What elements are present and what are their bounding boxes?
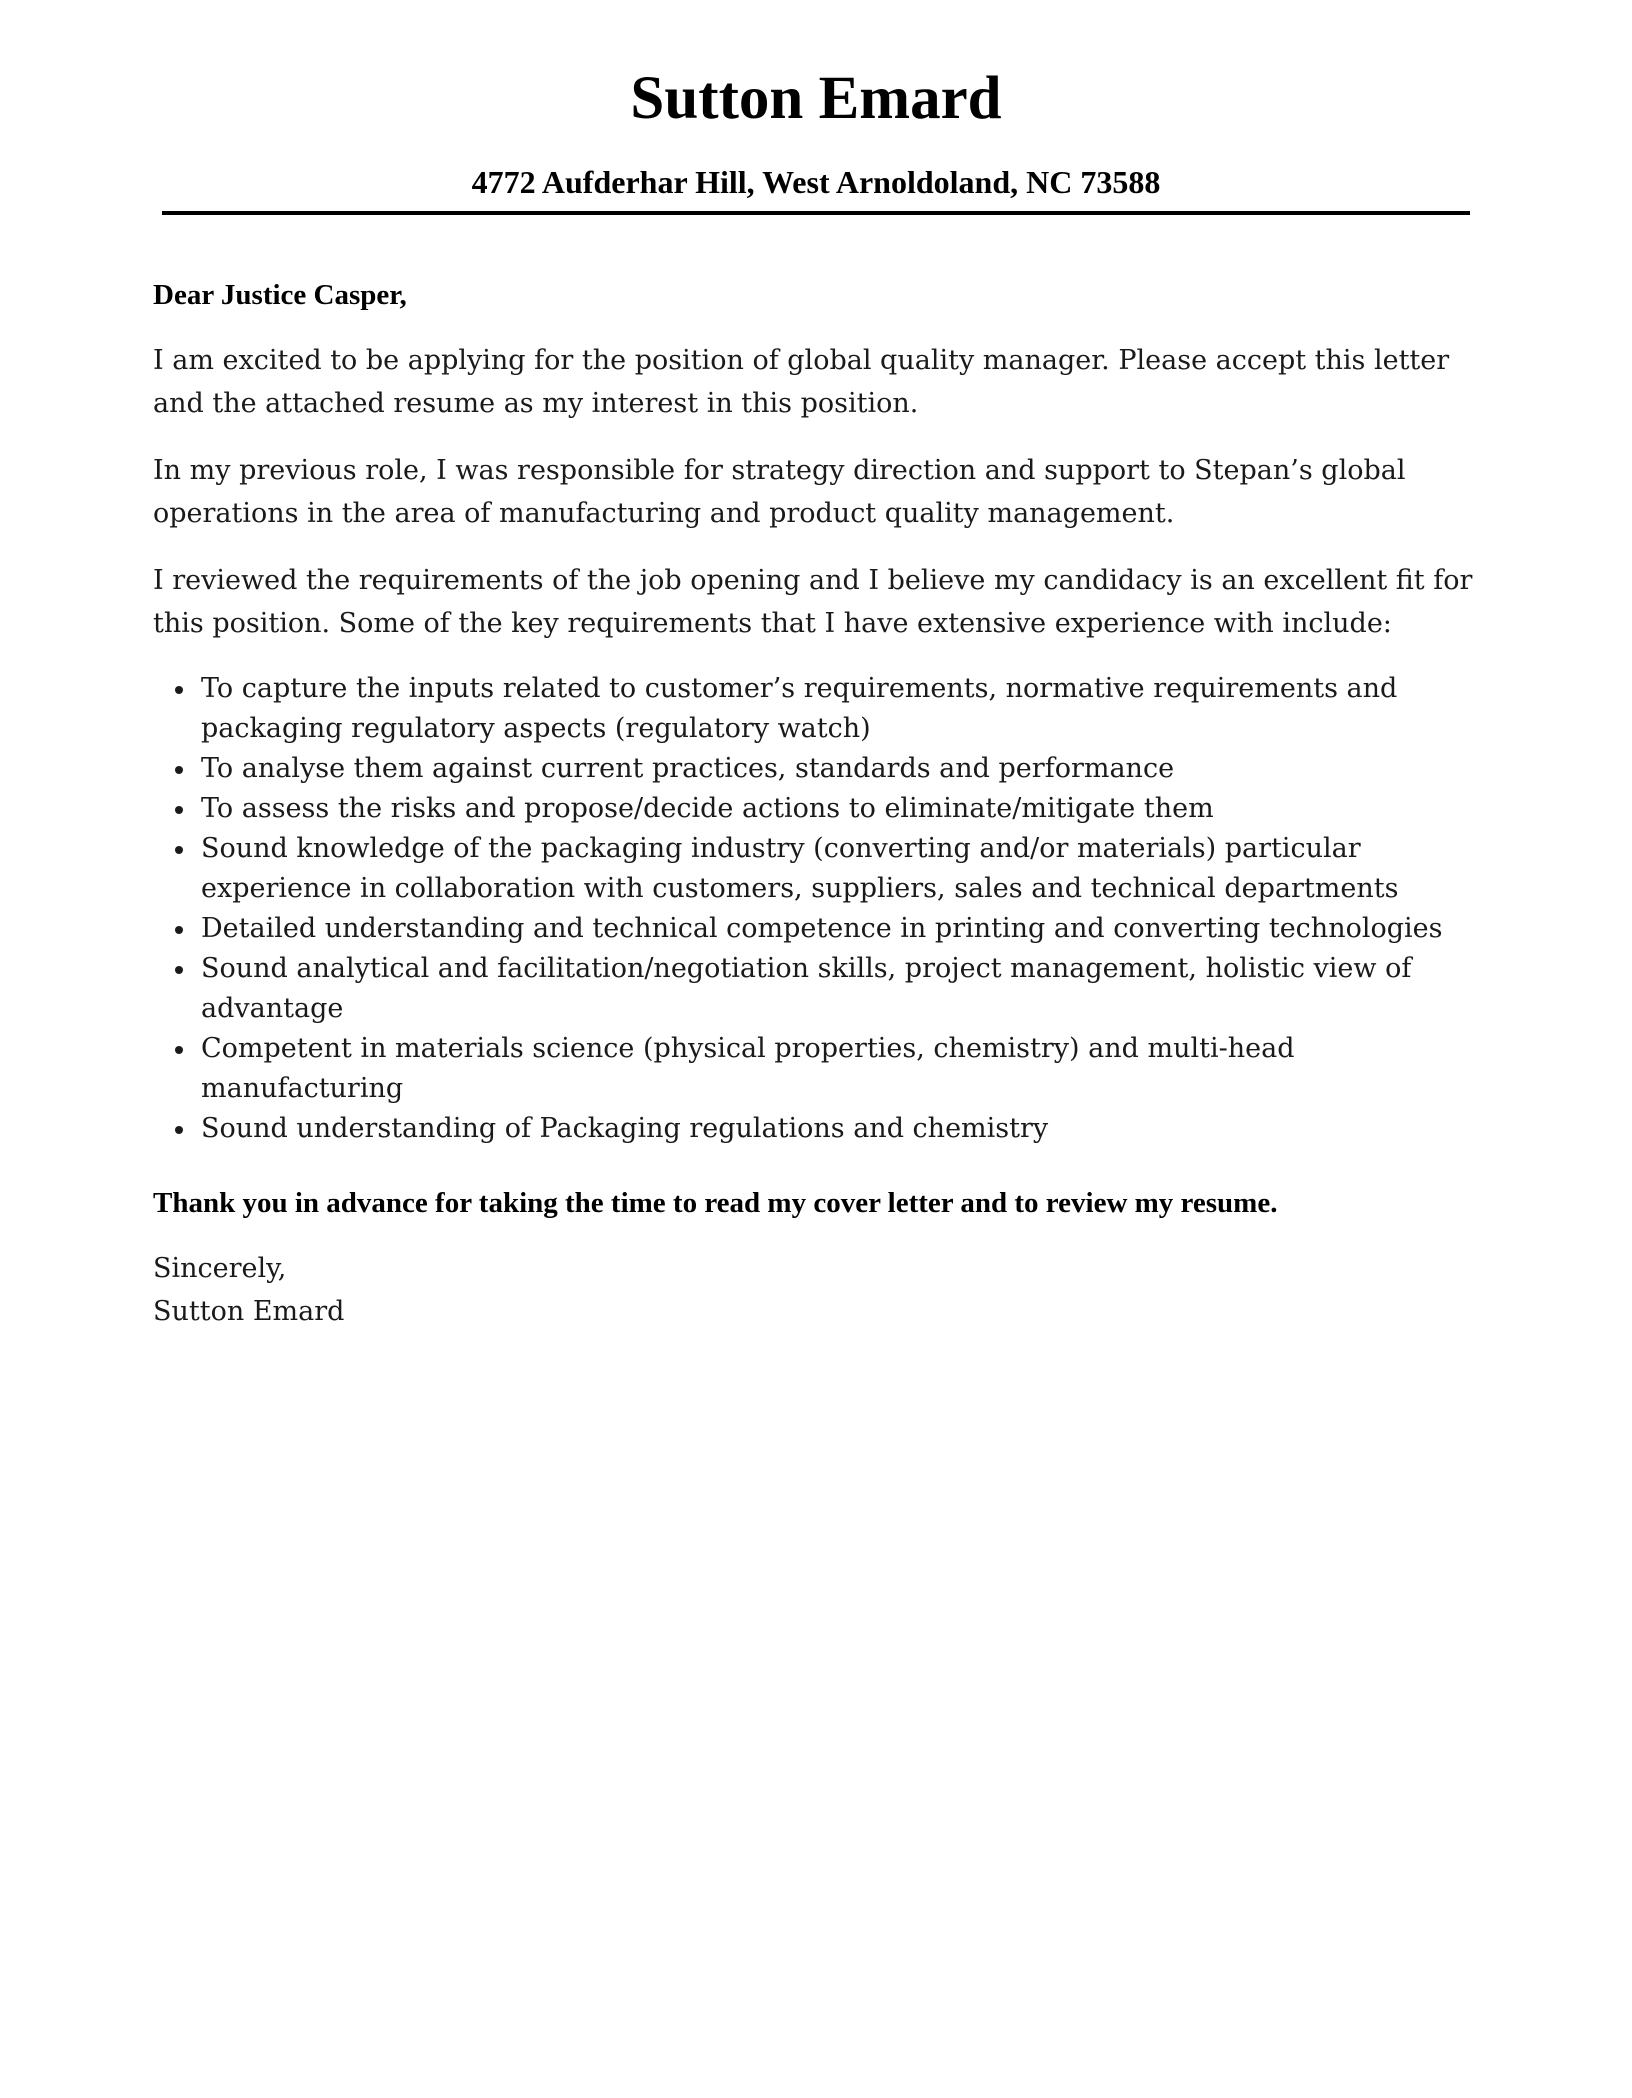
requirement-item [153,829,1483,909]
requirement-text: Competent in materials science (physical properties, chemistry) and multi-head manufacturing [201,1033,1295,1104]
requirement-item [153,789,1483,829]
bullet-icon [175,766,183,774]
requirement-text: To assess the risks and propose/decide actions to eliminate/mitigate them [201,793,1214,824]
bullet-icon [175,1046,183,1054]
requirement-text: Sound knowledge of the packaging industry (converting and/or materials) particular experience in collaboration with customers, suppliers, sales and technical departments [201,833,1399,904]
applicant-address: 4772 Aufderhar Hill, West Arnoldoland, NC 73588 [471,164,1161,200]
requirement-item [153,1109,1483,1149]
closing-statement: Thank you in advance for taking the time to read my cover letter and to review my resume. [153,1187,1278,1219]
requirement-item [153,949,1483,1029]
requirement-item [153,909,1483,949]
requirements-paragraph: I reviewed the requirements of the job opening and I believe my candidacy is an excellent fit for this position. Some of the key requirements that I have extensive experience with include: [153,565,1473,639]
bullet-icon [175,926,183,934]
signoff: Sincerely, [153,1253,287,1284]
requirement-text: To analyse them against current practices, standards and performance [201,753,1175,784]
requirements-list [153,669,1483,1149]
requirement-text: Sound analytical and facilitation/negotiation skills, project management, holistic view of advantage [201,953,1412,1024]
salutation: Dear Justice Casper, [153,279,407,311]
letter-header [162,58,1470,201]
requirement-text: To capture the inputs related to customer’s requirements, normative requirements and packaging regulatory aspects (regulatory watch) [201,673,1398,744]
requirement-item [153,749,1483,789]
requirement-item [153,669,1483,749]
bullet-icon [175,806,183,814]
bullet-icon [175,1126,183,1134]
signature-name: Sutton Emard [153,1296,345,1327]
applicant-name: Sutton Emard [630,65,1002,132]
requirement-item [153,1029,1483,1109]
intro-paragraph: I am excited to be applying for the position of global quality manager. Please accept this letter and the attached resume as my interest in this position. [153,345,1450,419]
requirement-text: Detailed understanding and technical competence in printing and converting technologies [201,913,1443,944]
header-divider [162,211,1470,215]
letter-body [153,275,1483,1333]
experience-paragraph: In my previous role, I was responsible for strategy direction and support to Stepan’s global operations in the area of manufacturing and product quality management. [153,455,1406,529]
bullet-icon [175,966,183,974]
requirement-text: Sound understanding of Packaging regulations and chemistry [201,1113,1049,1144]
bullet-icon [175,846,183,854]
bullet-icon [175,686,183,694]
